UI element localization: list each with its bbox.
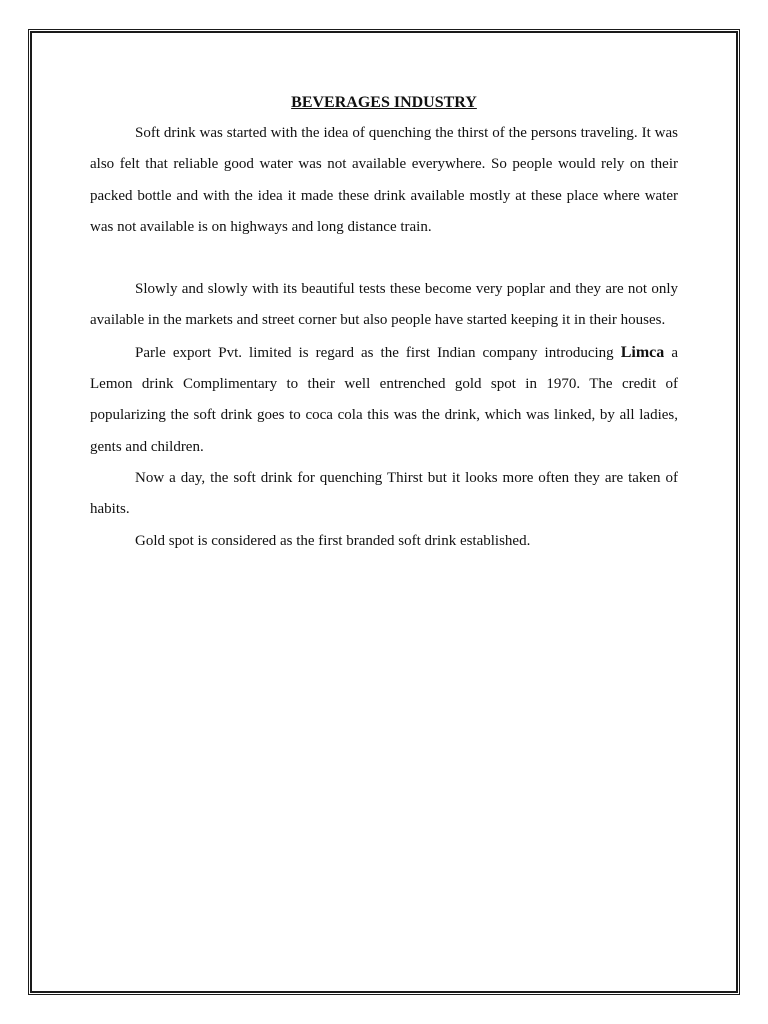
- document-body: [90, 92, 678, 557]
- limca-bold-word: Limca: [620, 343, 665, 361]
- parle-text-after: a Lemon drink Complimentary to their well entrenched gold spot in 1970. The credit of popularizing the soft drink goes to coca cola this was the drink, which was linked, by all ladies, gents and children.: [90, 344, 678, 455]
- document-heading: BEVERAGES INDUSTRY: [291, 94, 477, 111]
- parle-text-before: Parle export Pvt. limited is regard as the first Indian company introducing: [135, 344, 621, 361]
- paragraph-habits: Now a day, the soft drink for quenching Thirst but it looks more often they are taken of habits.: [90, 469, 678, 518]
- paragraph-gold-spot: Gold spot is considered as the first branded soft drink established.: [135, 532, 531, 549]
- paragraph-parle-limca: [90, 337, 678, 463]
- paragraph-popularity: Slowly and slowly with its beautiful tests these become very poplar and they are not only available in the markets and street corner but also people have started keeping it in their houses.: [90, 281, 678, 329]
- paragraph-soft-drink-origin: Soft drink was started with the idea of quenching the thirst of the persons traveling. It was also felt that reliable good water was not available everywhere. So people would rely on their packed bottle and with the idea it made these drink available mostly at these place where water was not available is on highways and long distance train.: [90, 125, 678, 235]
